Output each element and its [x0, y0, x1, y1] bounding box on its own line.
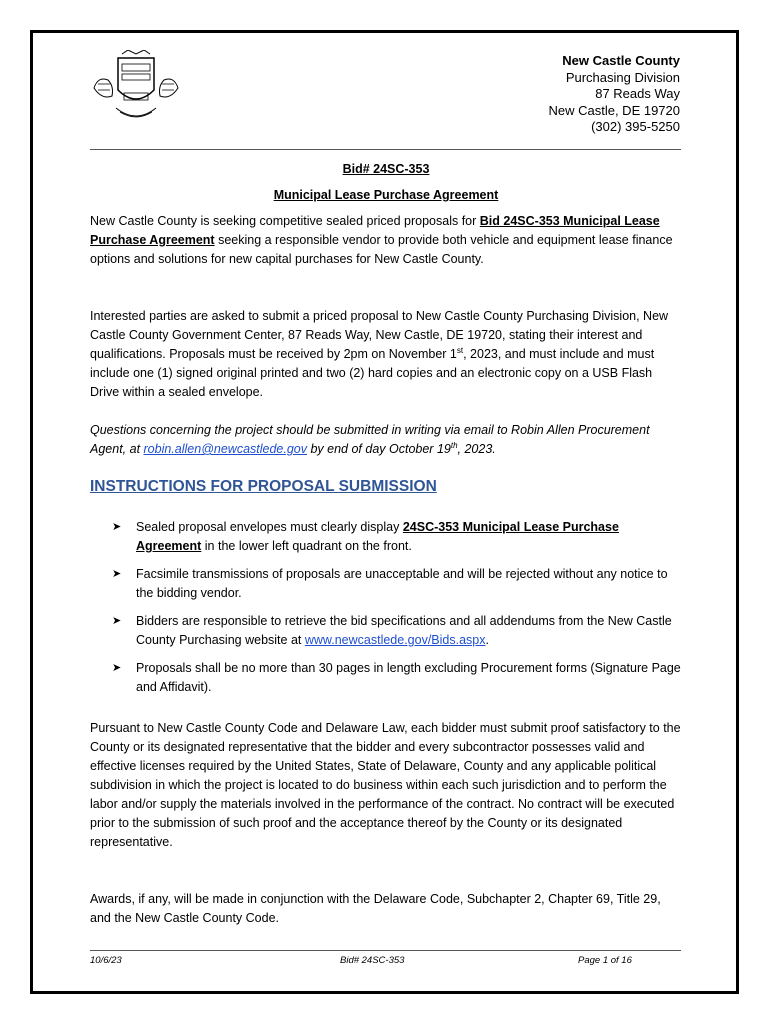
list-item: ➤ Bidders are responsible to retrieve the bid specifications and all addendums from the New Castle County Purchasing website at www.newcastlede.gov/Bids.aspx.	[112, 614, 672, 647]
footer-divider	[90, 950, 681, 951]
footer-bid: Bid# 24SC-353	[340, 955, 405, 966]
arrow-bullet-icon: ➤	[112, 521, 122, 533]
county-name: New Castle County	[562, 53, 680, 68]
footer-date: 10/6/23	[90, 955, 122, 966]
list-item: ➤ Facsimile transmissions of proposals are unacceptable and will be rejected without any notice to the bidding vendor.	[112, 567, 668, 600]
arrow-bullet-icon: ➤	[112, 615, 122, 627]
footer-page: Page 1 of 16	[578, 955, 632, 966]
questions-paragraph: Questions concerning the project should be submitted in writing via email to Robin Allen Procurement Agent, at robin.allen@newcastlede.gov by end of day October 19th, 2023.	[90, 423, 650, 456]
bids-website-link[interactable]: www.newcastlede.gov/Bids.aspx	[304, 633, 486, 647]
header-divider	[90, 149, 681, 150]
awards-paragraph: Awards, if any, will be made in conjunction with the Delaware Code, Subchapter 2, Chapter 69, Title 29, and the New Castle County Code.	[90, 892, 661, 925]
city: New Castle, DE 19720	[548, 102, 680, 118]
instructions-heading: INSTRUCTIONS FOR PROPOSAL SUBMISSION	[90, 478, 437, 495]
address-block	[548, 53, 680, 136]
agreement-title: Municipal Lease Purchase Agreement	[273, 188, 499, 202]
arrow-bullet-icon: ➤	[112, 568, 122, 580]
list-item: ➤ Sealed proposal envelopes must clearly display 24SC-353 Municipal Lease Purchase Agreement in the lower left quadrant on the front.	[112, 520, 619, 553]
phone: (302) 395-5250	[591, 119, 680, 134]
intro-paragraph: New Castle County is seeking competitive sealed priced proposals for Bid 24SC-353 Municipal Lease Purchase Agreement seeking a responsible vendor to provide both vehicle and equipment lease finance options and solutions for new capital purchases for New Castle County.	[90, 214, 673, 266]
licensing-paragraph: Pursuant to New Castle County Code and Delaware Law, each bidder must submit proof satisfactory to the County or its designated representative that the bidder and every subcontractor possesses valid and effective licenses required by the United States, State of Delaware, County and any applicable political subdivision in which the project is located to do business within each such jurisdiction and to perform the labor and/or supply the materials involved in the performance of the contract. No contract will be executed prior to the submission of such proof and the acceptance thereof by the County or its designated representative.	[90, 721, 681, 849]
county-seal-logo	[88, 50, 184, 124]
division: Purchasing Division	[565, 69, 680, 85]
bid-number-title: Bid# 24SC-353	[342, 162, 430, 176]
submission-paragraph: Interested parties are asked to submit a priced proposal to New Castle County Purchasing Division, New Castle County Government Center, 87 Reads Way, New Castle, DE 19720, stating their interest and qualifications. Proposals must be received by 2pm on November 1st, 2023, and must include and must include one (1) signed original printed and two (2) hard copies and an electronic copy on a USB Flash Drive within a sealed envelope.	[90, 309, 669, 399]
instructions-list	[90, 518, 682, 706]
arrow-bullet-icon: ➤	[112, 662, 122, 674]
list-item: ➤ Proposals shall be no more than 30 pages in length excluding Procurement forms (Signature Page and Affidavit).	[112, 661, 681, 694]
email-link[interactable]: robin.allen@newcastlede.gov	[143, 442, 307, 456]
street: 87 Reads Way	[595, 86, 680, 101]
